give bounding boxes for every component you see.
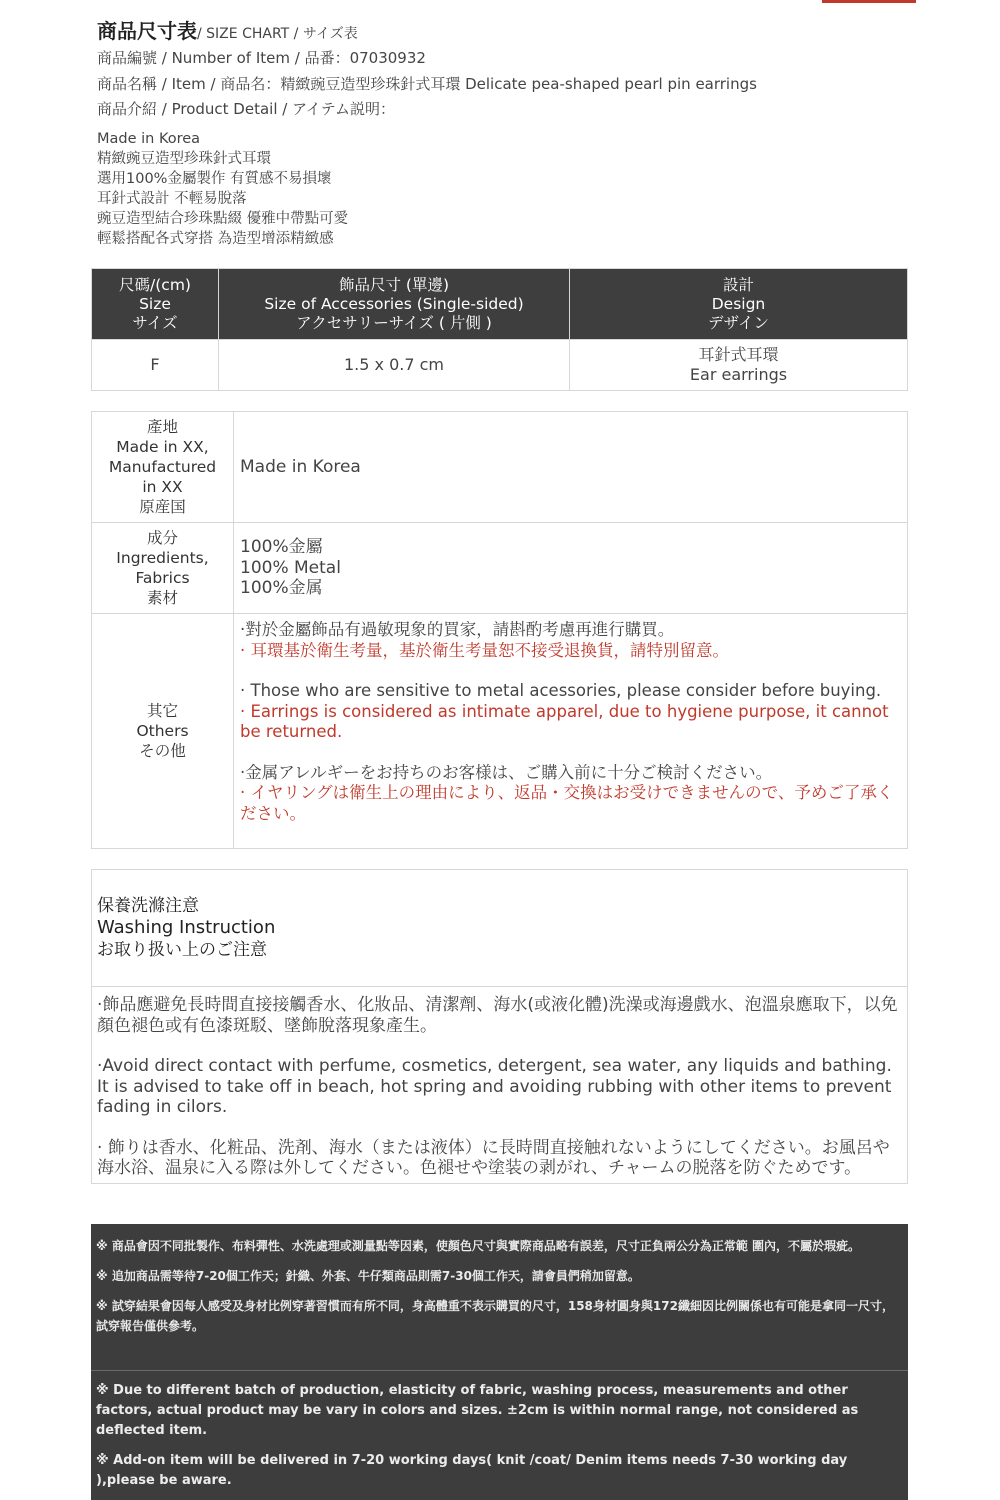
others-label: [92, 614, 234, 849]
reference-mark-icon: ※: [96, 1453, 109, 1468]
washing-text-ja: · 飾りは香水、化粧品、洗剤、海水（または液体）に長時間直接触れないようにしてください。お風呂や海水浴、温泉に入る際は外してください。色褪せや塗装の剥がれ、チャームの脱落を防ぐためです。: [97, 1137, 890, 1178]
ingredient-ja: 100%金属: [240, 578, 323, 599]
origin-label: [92, 412, 234, 523]
item-name: 商品名稱 / Item / 商品名：精緻豌豆造型珍珠針式耳環 Delicate pea-shaped pearl pin earrings: [97, 74, 757, 93]
table-row: [92, 340, 908, 391]
others-row: [92, 614, 908, 849]
spacer: [240, 743, 901, 763]
reference-mark-icon: ※: [96, 1239, 108, 1253]
washing-title-zh: 保養洗滌注意: [97, 896, 199, 916]
notice-divider: [91, 1370, 908, 1371]
allergy-note-en: · Those who are sensitive to metal acessories, please consider before buying.: [240, 681, 882, 700]
reference-mark-icon: ※: [96, 1299, 108, 1313]
detail-line: 選用100%金屬製作 有質感不易損壞: [97, 170, 332, 187]
origin-value: Made in Korea: [234, 412, 908, 523]
header-ja: デザイン: [708, 313, 769, 332]
notice-text: Due to different batch of production, elasticity of fabric, washing process, measurements and other factors, actual product may be vary in colors and sizes. ±2cm is within normal range, not considered as deflected item.: [96, 1383, 859, 1438]
notice-text: 追加商品需等待7-20個工作天；針織、外套、牛仔類商品則需7-30個工作天，請會員們稍加留意。: [111, 1269, 640, 1283]
washing-title-en: Washing Instruction: [97, 917, 276, 938]
allergy-note-ja: ·金属アレルギーをお持ちのお客様は、ご購入前に十分ご検討ください。: [240, 762, 773, 782]
origin-row: [92, 412, 908, 523]
notice-en: [96, 1381, 901, 1500]
ingredient-zh: 100%金屬: [240, 537, 323, 558]
allergy-note-zh: ·對於金屬飾品有過敏現象的買家，請斟酌考慮再進行購買。: [240, 620, 675, 639]
label-line: 產地: [146, 418, 178, 436]
size-chart-title: [97, 16, 917, 46]
notice-item: [96, 1236, 898, 1256]
label-line: Fabrics: [135, 569, 190, 587]
product-detail: [97, 129, 917, 249]
ingredients-value: [234, 523, 908, 614]
item-number: 商品編號 / Number of Item / 品番：07030932: [97, 49, 426, 67]
notice-item: [96, 1296, 898, 1336]
top-accent-bar: [822, 0, 916, 3]
notice-panel: [91, 1224, 908, 1500]
washing-text-en: ·Avoid direct contact with perfume, cosmetics, detergent, sea water, any liquids and bathing. It is advised to take off in beach, hot spring and avoiding rubbing with other items to prevent fading in cilors.: [97, 1056, 892, 1117]
header-zh: 設計: [722, 275, 754, 294]
ingredient-en: 100% Metal: [240, 557, 341, 578]
ingredients-label: [92, 523, 234, 614]
notice-zh: [91, 1224, 908, 1336]
col-size-header: [92, 269, 219, 340]
label-line: その他: [139, 742, 186, 760]
washing-body-row: [92, 987, 908, 1184]
col-design-header: [570, 269, 908, 340]
product-detail-label: 商品介紹 / Product Detail / アイテム説明：: [97, 100, 395, 118]
washing-body: [92, 987, 908, 1184]
washing-text-zh: ·飾品應避免長時間直接接觸香水、化妝品、清潔劑、海水(或液化體)洗澡或海邊戲水、泡溫泉應取下，以免顏色褪色或有色漆斑駁、墜飾脫落現象產生。: [97, 995, 898, 1036]
title-main: 商品尺寸表: [97, 19, 197, 43]
col-accessory-size-header: [219, 269, 570, 340]
spacer: [240, 661, 901, 681]
label-line: Made in XX,: [116, 438, 209, 456]
header-zh: 飾品尺寸 (單邊): [338, 275, 450, 294]
header-en: Size: [139, 294, 171, 313]
detail-line: 耳針式設計 不輕易脫落: [97, 190, 247, 207]
washing-title: [92, 870, 908, 987]
others-value: [234, 614, 908, 849]
return-policy-en: · Earrings is considered as intimate apparel, due to hygiene purpose, it cannot be returned.: [240, 701, 889, 741]
design-zh: 耳針式耳環: [698, 345, 779, 364]
header-en: Design: [711, 294, 766, 313]
detail-line: 輕鬆搭配各式穿搭 為造型增添精緻感: [97, 230, 334, 247]
dimension-cell: 1.5 x 0.7 cm: [219, 340, 570, 391]
label-line: 成分: [146, 529, 178, 547]
detail-line: 精緻豌豆造型珍珠針式耳環: [97, 150, 271, 167]
notice-text: Add-on item will be delivered in 7-20 working days( knit /coat/ Denim items needs 7-30 working day ),please be aware.: [96, 1453, 848, 1488]
notice-item: [96, 1266, 898, 1286]
label-line: Manufactured: [108, 458, 217, 476]
reference-mark-icon: ※: [96, 1383, 109, 1398]
design-en: Ear earrings: [689, 365, 788, 384]
notice-item: [96, 1451, 901, 1491]
size-table-header: [92, 269, 908, 340]
design-cell: [570, 340, 908, 391]
header: [97, 16, 917, 249]
label-line: Others: [136, 722, 189, 740]
detail-line: Made in Korea: [97, 130, 201, 147]
label-line: Ingredients,: [116, 549, 209, 567]
size-table: [91, 268, 908, 391]
washing-title-ja: お取り扱い上のご注意: [97, 940, 267, 960]
detail-line: 豌豆造型結合珍珠點綴 優雅中帶點可愛: [97, 210, 349, 227]
washing-header-row: [92, 870, 908, 987]
reference-mark-icon: ※: [96, 1269, 108, 1283]
label-line: 其它: [146, 702, 178, 720]
header-en: Size of Accessories (Single-sided): [264, 294, 524, 313]
title-sub: / SIZE CHART / サイズ表: [197, 26, 358, 42]
washing-instruction-table: [91, 869, 908, 1184]
notice-item: [96, 1381, 901, 1441]
notice-text: 商品會因不同批製作、布料彈性、水洗處理或測量點等因素，使顏色尺寸與實際商品略有誤差，尺寸正負兩公分為正常範 圍內，不屬於瑕疵。: [111, 1239, 861, 1253]
label-line: in XX: [142, 478, 183, 496]
label-line: 原産国: [139, 498, 186, 516]
label-line: 素材: [146, 589, 178, 607]
header-zh: 尺碼/(cm): [119, 275, 191, 294]
ingredients-row: [92, 523, 908, 614]
return-policy-ja: · イヤリングは衛生上の理由により、返品・交換はお受けできませんので、予めご了承ください。: [240, 783, 894, 823]
return-policy-zh: · 耳環基於衛生考量，基於衛生考量恕不接受退換貨，請特別留意。: [240, 640, 729, 660]
notice-text: 試穿結果會因每人感受及身材比例穿著習慣而有所不同，身高體重不表示購買的尺寸，158身材圓身與172纖細因比例關係也有可能是拿同一尺寸，試穿報告僅供參考。: [96, 1299, 894, 1333]
info-table: [91, 411, 908, 849]
size-cell: F: [92, 340, 219, 391]
header-ja: アクセサリーサイズ ( 片側 ): [296, 313, 492, 332]
header-ja: サイズ: [132, 313, 178, 332]
